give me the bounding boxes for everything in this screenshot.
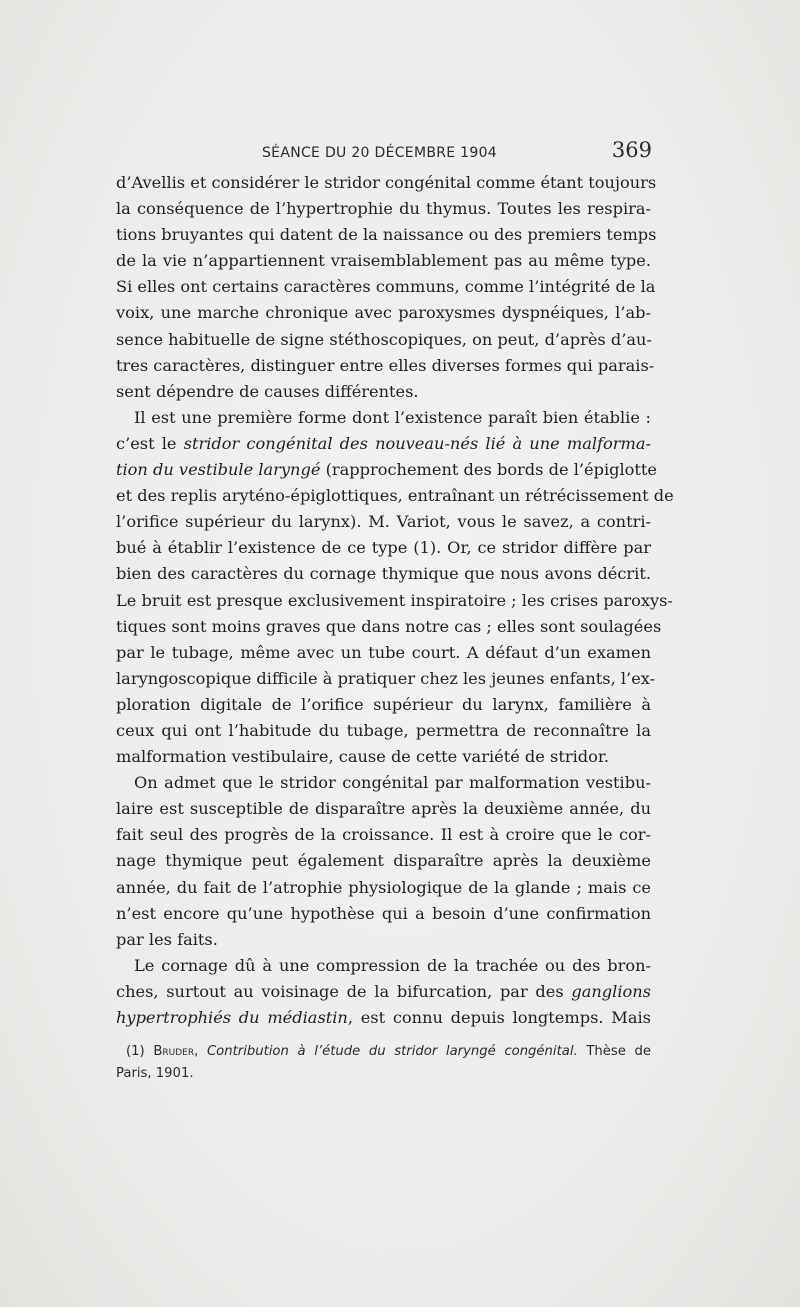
footnote-marker: (1) — [126, 1044, 145, 1059]
footnote-rest: Thèse de — [586, 1044, 651, 1059]
text-line: par le tubage, même avec un tube court. A défaut d’un examen — [116, 642, 651, 662]
text-line: c’est le stridor congénital des nouveau-nés lié à une malforma- — [116, 433, 651, 453]
running-title: SÉANCE DU 20 DÉCEMBRE 1904 — [262, 145, 497, 161]
text-line: tions bruyantes qui datent de la naissance ou des premiers temps — [116, 225, 657, 245]
text-line: laire est susceptible de disparaître après la deuxième année, du — [116, 799, 651, 819]
footnote-line: Paris, 1901. — [116, 1066, 194, 1081]
text-line: Le cornage dû à une compression de la trachée ou des bron- — [134, 955, 651, 975]
footnote-title: Contribution à l’étude du stridor laryngé congénital. — [206, 1044, 578, 1059]
text-line: Il est une première forme dont l’existence paraît bien établie : — [134, 407, 651, 427]
text-line: sence habituelle de signe stéthoscopiques, on peut, d’après d’au- — [116, 329, 652, 349]
text-line: voix, une marche chronique avec paroxysmes dyspnéiques, l’ab- — [116, 303, 651, 323]
page-number: 369 — [611, 138, 652, 162]
text-line: ploration digitale de l’orifice supérieur du larynx, familière à — [116, 694, 651, 714]
text-line: ceux qui ont l’habitude du tubage, permettra de reconnaître la — [116, 720, 651, 740]
text-line: n’est encore qu’une hypothèse qui a besoin d’une confirmation — [116, 903, 651, 923]
text-line: l’orifice supérieur du larynx). M. Variot, vous le savez, a contri- — [116, 512, 651, 532]
text-line: tiques sont moins graves que dans notre cas ; elles sont soulagées — [116, 616, 662, 636]
text-line: bué à établir l’existence de ce type (1). Or, ce stridor diffère par — [116, 538, 651, 558]
text-line: d’Avellis et considérer le stridor congénital comme étant toujours — [116, 173, 657, 192]
text-line: ches, surtout au voisinage de la bifurcation, par des ganglions — [116, 981, 651, 1001]
text-line: nage thymique peut également disparaître après la deuxième — [116, 851, 651, 871]
text-line: malformation vestibulaire, cause de cette variété de stridor. — [116, 747, 609, 767]
footnote-line: (1) Bruder, Contribution à l’étude du stridor laryngé congénital. Thèse de — [126, 1044, 651, 1059]
running-head — [112, 138, 652, 168]
text-line: année, du fait de l’atrophie physiologique de la glande ; mais ce — [116, 877, 651, 897]
text-line: sent dépendre de causes différentes. — [116, 381, 419, 401]
text-line: tion du vestibule laryngé (rapprochement des bords de l’épiglotte — [116, 460, 658, 480]
text-line: bien des caractères du cornage thymique que nous avons décrit. — [116, 564, 651, 584]
text-line: par les faits. — [116, 929, 218, 949]
footnote — [116, 1041, 651, 1085]
text-line: et des replis aryténo-épiglottiques, entraînant un rétrécissement de — [116, 486, 674, 506]
footnote-author: Bruder — [153, 1044, 195, 1059]
text-line: hypertrophiés du médiastin, est connu depuis longtemps. Mais — [116, 1008, 651, 1027]
body-text — [116, 170, 674, 1031]
text-line: fait seul des progrès de la croissance. Il est à croire que le cor- — [116, 825, 651, 845]
text-line: Le bruit est presque exclusivement inspiratoire ; les crises paroxys- — [116, 590, 673, 610]
text-line: laryngoscopique difficile à pratiquer chez les jeunes enfants, l’ex- — [116, 668, 656, 688]
text-line: de la vie n’appartiennent vraisemblablement pas au même type. — [116, 251, 651, 271]
text-line: tres caractères, distinguer entre elles diverses formes qui parais- — [116, 355, 655, 375]
text-line: Si elles ont certains caractères communs, comme l’intégrité de la — [116, 277, 656, 297]
text-line: la conséquence de l’hypertrophie du thymus. Toutes les respira- — [116, 199, 651, 219]
text-line: On admet que le stridor congénital par malformation vestibu- — [134, 773, 651, 793]
